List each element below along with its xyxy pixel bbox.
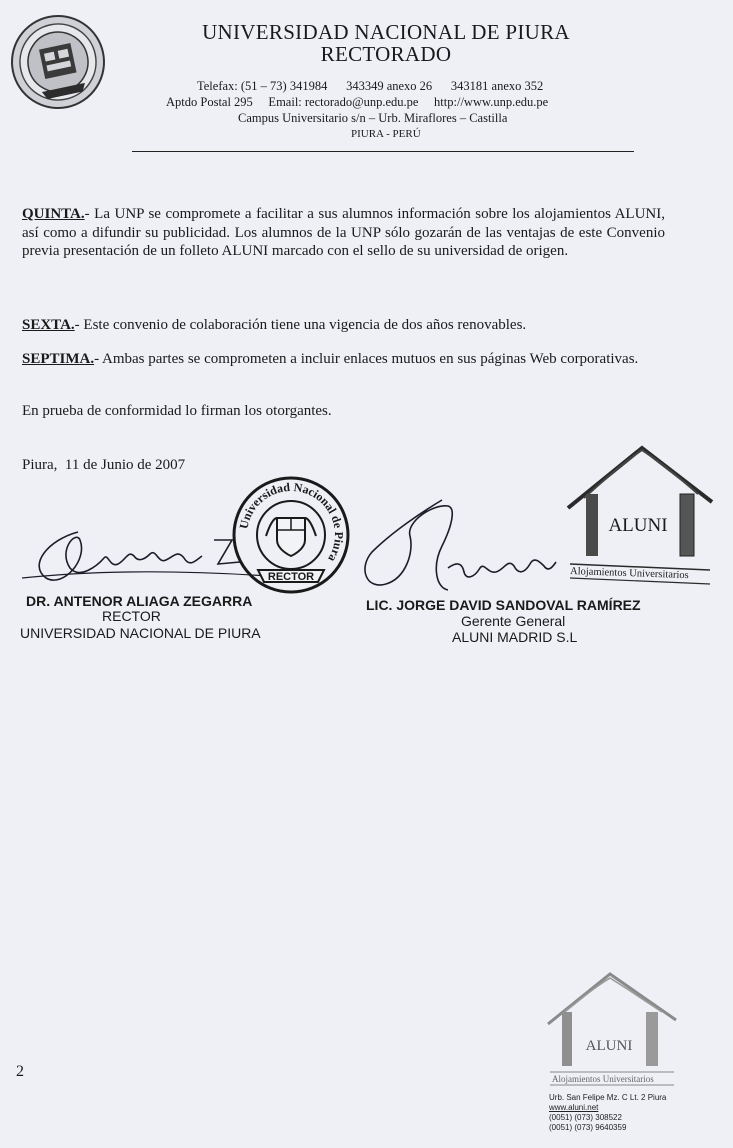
footer-website-link[interactable]: www.aluni.net	[549, 1103, 599, 1112]
signatory-left-name: DR. ANTENOR ALIAGA ZEGARRA	[26, 593, 253, 609]
signatory-left-title: RECTOR	[102, 608, 161, 624]
clause-septima-heading: SEPTIMA.	[22, 351, 95, 367]
university-name: UNIVERSIDAD NACIONAL DE PIURA	[202, 20, 570, 44]
contact-city: PIURA - PERÚ	[351, 128, 421, 140]
clause-quinta-heading: QUINTA.	[22, 206, 85, 222]
clause-septima	[22, 350, 652, 369]
aluni-logo	[564, 440, 716, 590]
seal-banner-text: RECTOR	[267, 571, 315, 583]
footer-phone-2: (0051) (073) 9640359	[549, 1123, 627, 1132]
aluni-logo-tagline: Alojamientos Universitarios	[569, 566, 689, 582]
footer-aluni-logo	[544, 968, 684, 1088]
contact-phones: Telefax: (51 – 73) 341984 343349 anexo 26 343181 anexo 352	[197, 79, 544, 93]
clause-sexta-heading: SEXTA.	[22, 317, 75, 333]
clause-quinta-text: - La UNP se compromete a facilitar a sus alumnos información sobre los alojamientos ALUNI, así como a difundir su publicidad. Los alumnos de la UNP sólo gozarán de las ventajas de este Convenio previa presentación de un folleto ALUNI marcado con el sello de su universidad de origen.	[22, 206, 665, 260]
rector-seal-stamp	[230, 474, 352, 596]
header-divider	[132, 151, 634, 152]
clause-septima-text: - Ambas partes se comprometen a incluir enlaces mutuos en sus páginas Web corporativas.	[94, 351, 639, 367]
clause-sexta	[22, 316, 665, 335]
clause-sexta-text: - Este convenio de colaboración tiene una vigencia de dos años renovables.	[74, 317, 527, 333]
footer-aluni-tagline: Alojamientos Universitarios	[552, 1074, 654, 1084]
footer-aluni-name: ALUNI	[585, 1038, 633, 1054]
contact-campus: Campus Universitario s/n – Urb. Miraflores – Castilla	[238, 111, 508, 125]
signatory-right-org: ALUNI MADRID S.L	[452, 629, 578, 645]
footer-address: Urb. San Felipe Mz. C Lt. 2 Piura	[549, 1093, 667, 1102]
signatory-right-title: Gerente General	[461, 613, 566, 629]
signatory-right-name: LIC. JORGE DAVID SANDOVAL RAMÍREZ	[366, 597, 641, 613]
closing-statement: En prueba de conformidad lo firman los otorgantes.	[22, 403, 332, 419]
seal-ring-text: Universidad Nacional de Piura	[236, 479, 347, 565]
footer-phone-1: (0051) (073) 308522	[549, 1113, 622, 1122]
footer-address-block	[549, 1093, 666, 1133]
office-name: RECTORADO	[320, 42, 452, 66]
manager-signature	[352, 492, 572, 600]
signatory-left-org: UNIVERSIDAD NACIONAL DE PIURA	[20, 625, 261, 641]
clause-quinta	[22, 205, 665, 261]
place-and-date: Piura, 11 de Junio de 2007	[22, 457, 186, 473]
page-number: 2	[16, 1063, 24, 1080]
signatory-left	[26, 593, 252, 609]
university-seal-logo	[6, 10, 110, 114]
aluni-logo-name: ALUNI	[608, 515, 668, 536]
signatory-right	[366, 597, 641, 613]
contact-postal-email-web: Aptdo Postal 295 Email: rectorado@unp.edu.pe http://www.unp.edu.pe	[166, 95, 549, 109]
